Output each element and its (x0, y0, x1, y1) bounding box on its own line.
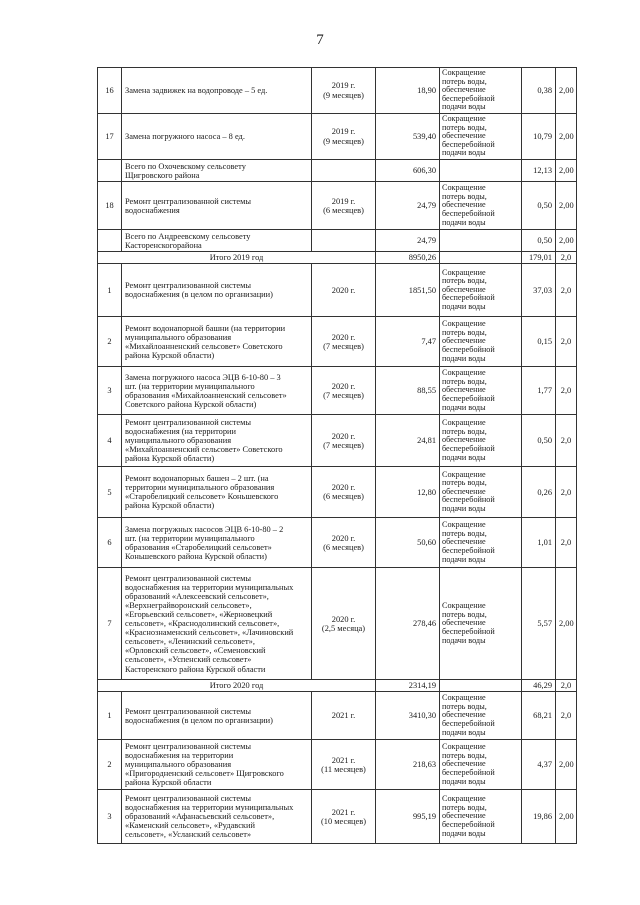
row-number: 5 (98, 467, 122, 518)
year-total-value-2: 2,0 (556, 252, 577, 264)
work-description: Ремонт централизованной системы водоснабжения (на территории муниципального образования «Михайлоанненский сельсовет» Советского района Курской области) (122, 415, 312, 467)
value-2: 2,0 (556, 518, 577, 568)
work-period: 2019 г. (9 месяцев) (312, 68, 376, 114)
effect-description: Сокращение потерь воды, обеспечение бесперебойной подачи воды (440, 568, 522, 680)
value-1: 68,21 (522, 692, 556, 740)
value-2: 2,0 (556, 264, 577, 317)
effect-description: Сокращение потерь воды, обеспечение бесперебойной подачи воды (440, 415, 522, 467)
effect-description: Сокращение потерь воды, обеспечение бесперебойной подачи воды (440, 790, 522, 844)
cost-value: 278,46 (376, 568, 440, 680)
effect-description: Сокращение потерь воды, обеспечение бесперебойной подачи воды (440, 264, 522, 317)
empty-cell (440, 160, 522, 182)
work-description: Ремонт централизованной системы водоснабжения на территории муниципальных образований «Афанасьевский сельсовет», «Каменский сельсовет», «Рудавский сельсовет», «Усланский сельсовет» (122, 790, 312, 844)
empty-cell (312, 160, 376, 182)
work-description: Ремонт централизованной системы водоснабжения на территории муниципальных образований «Алексеевский сельсовет», «Верхнеграйворонский сельсовет», «Егорьевский сельсовет», «Жерновецкий сельсовет», «Краснодолинский сельсовет», «Краснознаменский сельсовет», «Лачиновский сельсовет», «Ленинский сельсовет», «Орловский сельсовет», «Семеновский сельсовет», «Успенский сельсовет» Касторенского района Курской области (122, 568, 312, 680)
work-period: 2021 г. (11 месяцев) (312, 740, 376, 790)
value-2: 2,00 (556, 568, 577, 680)
row-number: 6 (98, 518, 122, 568)
page-number: 7 (316, 32, 324, 48)
empty-cell (440, 680, 522, 692)
table-row (98, 264, 577, 317)
cost-value: 3410,30 (376, 692, 440, 740)
value-2: 2,00 (556, 114, 577, 160)
work-period: 2020 г. (7 месяцев) (312, 367, 376, 415)
row-number: 17 (98, 114, 122, 160)
cost-value: 24,79 (376, 182, 440, 230)
effect-description: Сокращение потерь воды, обеспечение бесперебойной подачи воды (440, 467, 522, 518)
value-1: 0,26 (522, 467, 556, 518)
work-description: Ремонт централизованной системы водоснабжения (в целом по организации) (122, 264, 312, 317)
row-number: 1 (98, 264, 122, 317)
work-description: Замена задвижек на водопроводе – 5 ед. (122, 68, 312, 114)
row-number: 1 (98, 692, 122, 740)
total-label: Всего по Охочевскому сельсовету Щигровского района (122, 160, 312, 182)
table-row (98, 367, 577, 415)
total-cost: 606,30 (376, 160, 440, 182)
year-total-value-2: 2,0 (556, 680, 577, 692)
effect-description: Сокращение потерь воды, обеспечение бесперебойной подачи воды (440, 68, 522, 114)
effect-description: Сокращение потерь воды, обеспечение бесперебойной подачи воды (440, 317, 522, 367)
table-row (98, 415, 577, 467)
work-description: Замена погружного насоса ЭЦВ 6-10-80 – 3 шт. (на территории муниципального образования «Михайлоанненский сельсовет» Советского района Курской области) (122, 367, 312, 415)
empty-cell (98, 230, 122, 252)
value-2: 2,00 (556, 790, 577, 844)
empty-cell (98, 160, 122, 182)
cost-value: 88,55 (376, 367, 440, 415)
effect-description: Сокращение потерь воды, обеспечение бесперебойной подачи воды (440, 692, 522, 740)
year-total-value-1: 46,29 (522, 680, 556, 692)
cost-value: 539,40 (376, 114, 440, 160)
table-row (98, 740, 577, 790)
effect-description: Сокращение потерь воды, обеспечение бесперебойной подачи воды (440, 114, 522, 160)
total-value-1: 12,13 (522, 160, 556, 182)
total-value-2: 2,00 (556, 230, 577, 252)
row-number: 18 (98, 182, 122, 230)
value-1: 1,01 (522, 518, 556, 568)
value-2: 2,00 (556, 182, 577, 230)
row-number: 16 (98, 68, 122, 114)
value-1: 0,38 (522, 68, 556, 114)
table-total-row (98, 252, 577, 264)
table-row (98, 182, 577, 230)
effect-description: Сокращение потерь воды, обеспечение бесперебойной подачи воды (440, 518, 522, 568)
total-value-2: 2,00 (556, 160, 577, 182)
cost-value: 18,90 (376, 68, 440, 114)
work-description: Замена погружных насосов ЭЦВ 6-10-80 – 2 шт. (на территории муниципального образования «Старобелицкий сельсовет» Коньшевского района Курской области) (122, 518, 312, 568)
value-1: 1,77 (522, 367, 556, 415)
year-total-cost: 2314,19 (376, 680, 440, 692)
work-period: 2020 г. (6 месяцев) (312, 467, 376, 518)
cost-value: 218,63 (376, 740, 440, 790)
empty-cell (440, 230, 522, 252)
work-period: 2020 г. (6 месяцев) (312, 518, 376, 568)
work-period: 2020 г. (312, 264, 376, 317)
work-period: 2019 г. (6 месяцев) (312, 182, 376, 230)
value-2: 2,0 (556, 415, 577, 467)
empty-cell (312, 230, 376, 252)
table-row (98, 790, 577, 844)
work-description: Замена погружного насоса – 8 ед. (122, 114, 312, 160)
cost-value: 24,81 (376, 415, 440, 467)
work-period: 2021 г. (10 месяцев) (312, 790, 376, 844)
table-row (98, 568, 577, 680)
work-description: Ремонт водонапорных башен – 2 шт. (на территории муниципального образования «Старобелицкий сельсовет» Коньшевского района Курской области) (122, 467, 312, 518)
value-1: 10,79 (522, 114, 556, 160)
value-2: 2,0 (556, 317, 577, 367)
cost-value: 995,19 (376, 790, 440, 844)
table-row (98, 467, 577, 518)
table-total-row (98, 160, 577, 182)
value-1: 19,86 (522, 790, 556, 844)
value-2: 2,0 (556, 367, 577, 415)
row-number: 7 (98, 568, 122, 680)
value-1: 4,37 (522, 740, 556, 790)
table-row (98, 114, 577, 160)
total-value-1: 0,50 (522, 230, 556, 252)
table-row (98, 68, 577, 114)
value-2: 2,0 (556, 692, 577, 740)
row-number: 4 (98, 415, 122, 467)
year-total-value-1: 179,01 (522, 252, 556, 264)
total-label: Всего по Андреевскому сельсовету Касторенскогорайона (122, 230, 312, 252)
work-description: Ремонт централизованной системы водоснабжения (122, 182, 312, 230)
work-period: 2021 г. (312, 692, 376, 740)
work-description: Ремонт централизованной системы водоснабжения на территории муниципального образования «Пригородненский сельсовет» Щигровского района Курской области (122, 740, 312, 790)
table-row (98, 692, 577, 740)
value-2: 2,0 (556, 467, 577, 518)
empty-cell (440, 252, 522, 264)
value-1: 0,15 (522, 317, 556, 367)
row-number: 3 (98, 367, 122, 415)
work-period: 2020 г. (7 месяцев) (312, 415, 376, 467)
value-2: 2,00 (556, 740, 577, 790)
work-description: Ремонт водонапорной башни (на территории муниципального образования «Михайлоанненский сельсовет» Советского района Курской области) (122, 317, 312, 367)
work-period: 2019 г. (9 месяцев) (312, 114, 376, 160)
work-period: 2020 г. (2,5 месяца) (312, 568, 376, 680)
value-1: 37,03 (522, 264, 556, 317)
value-1: 0,50 (522, 182, 556, 230)
cost-value: 12,80 (376, 467, 440, 518)
effect-description: Сокращение потерь воды, обеспечение бесперебойной подачи воды (440, 367, 522, 415)
cost-value: 50,60 (376, 518, 440, 568)
investment-program-table (97, 67, 577, 844)
table-total-row (98, 680, 577, 692)
table-row (98, 518, 577, 568)
table-total-row (98, 230, 577, 252)
effect-description: Сокращение потерь воды, обеспечение бесперебойной подачи воды (440, 182, 522, 230)
value-1: 0,50 (522, 415, 556, 467)
effect-description: Сокращение потерь воды, обеспечение бесперебойной подачи воды (440, 740, 522, 790)
total-cost: 24,79 (376, 230, 440, 252)
work-description: Ремонт централизованной системы водоснабжения (в целом по организации) (122, 692, 312, 740)
cost-value: 7,47 (376, 317, 440, 367)
year-total-label: Итого 2020 год (98, 680, 376, 692)
value-2: 2,00 (556, 68, 577, 114)
value-1: 5,57 (522, 568, 556, 680)
year-total-label: Итого 2019 год (98, 252, 376, 264)
row-number: 2 (98, 740, 122, 790)
year-total-cost: 8950,26 (376, 252, 440, 264)
cost-value: 1851,50 (376, 264, 440, 317)
table-row (98, 317, 577, 367)
row-number: 3 (98, 790, 122, 844)
row-number: 2 (98, 317, 122, 367)
work-period: 2020 г. (7 месяцев) (312, 317, 376, 367)
